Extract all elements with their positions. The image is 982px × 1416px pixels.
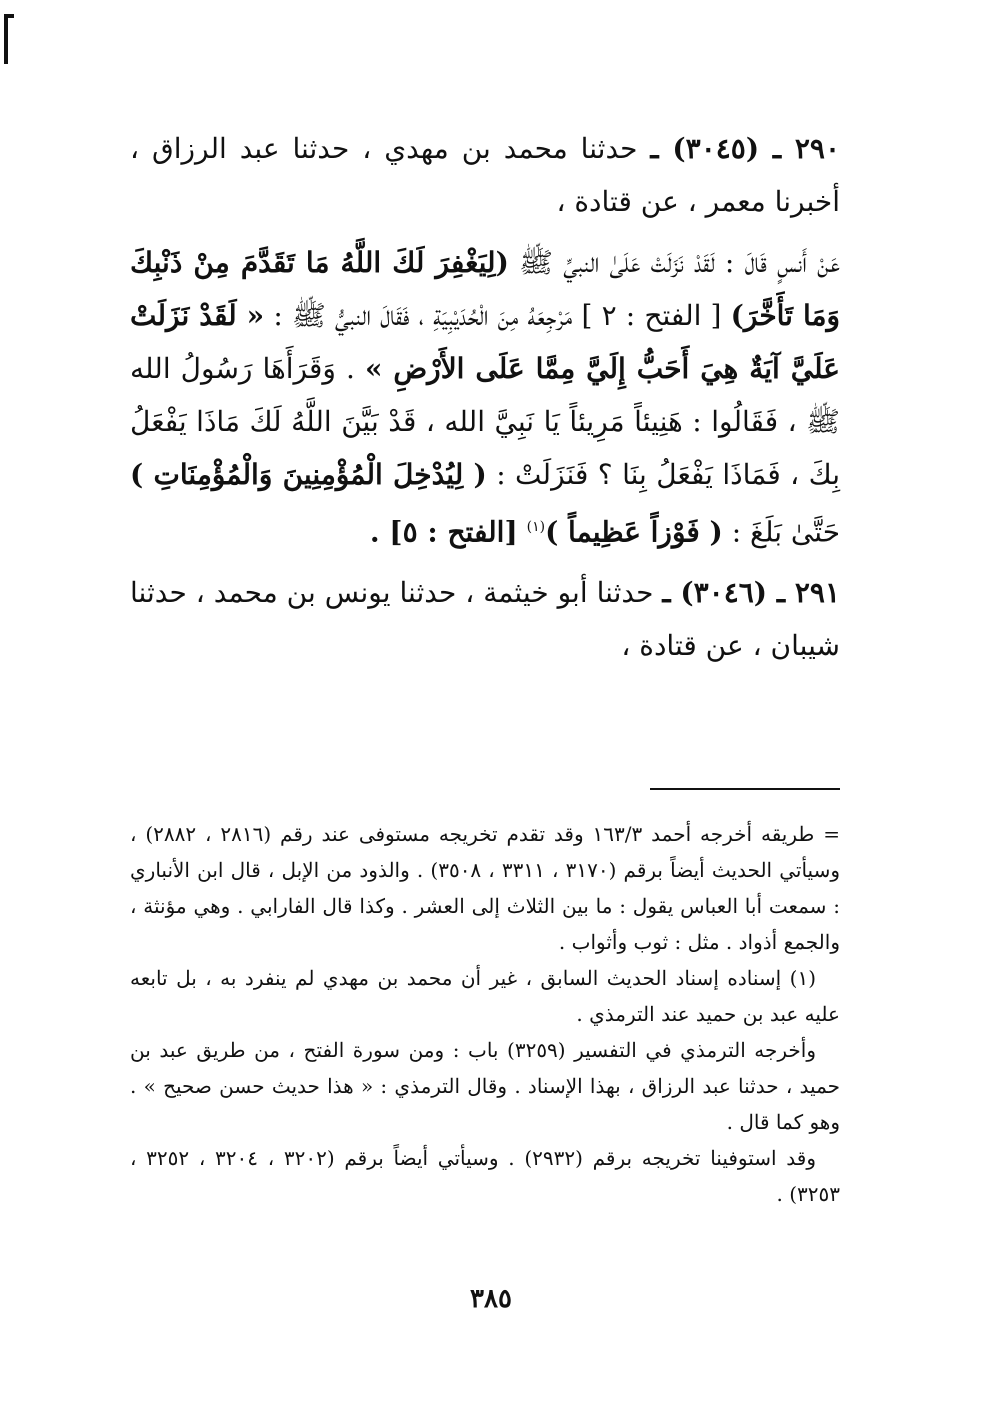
- corner-crop-mark: [4, 14, 8, 64]
- matn-part-1: عَنْ أَنسٍ قَالَ : لَقَدْ نَزَلَتْ عَلَىٰ النبيِّ ﷺ: [519, 246, 840, 279]
- footnote-1: (١) إسناده إسناد الحديث السابق ، غير أن محمد بن مهدي لم ينفرد به ، بل تابعه عليه عبد بن حميد عند الترمذي .: [130, 966, 840, 1026]
- prophet-quote: « لَقَدْ نَزَلَتْ عَلَيَّ آيَةٌ هِيَ أَحَبُّ إِلَيَّ مِمَّا عَلَى الأَرْضِ »: [130, 299, 841, 385]
- footnote-continued: = طريقه أخرجه أحمد ١٦٣/٣ وقد تقدم تخريجه مستوفى عند رقم (٢٨١٦ ، ٢٨٨٢) ، وسيأتي الحديث أيضاً برقم (٣١٧٠ ، ٣٣١١ ، ٣٥٠٨) . والذود من الإبل ، قال ابن الأنباري : سمعت أبا العباس يقول : ما بين الثلاث إلى العشر . وكذا قال الفارابي . وهي مؤنثة ، والجمع أذواد . مثل : ثوب وأثواب .: [130, 822, 841, 954]
- matn-part-2: [ الفتح : ٢ ] مَرْجِعَهُ مِنَ الْحُدَيْبِيَةِ ، فَقَالَ النبيُّ ﷺ :: [273, 299, 722, 332]
- footnote-ref-1: (١): [526, 519, 546, 535]
- hadith-291-isnad-text: حدثنا أبو خيثمة ، حدثنا يونس بن محمد ، حدثنا شيبان ، عن قتادة ،: [130, 576, 840, 663]
- hadith-291-number: ٢٩١ ـ (٣٠٤٦) ـ: [662, 576, 841, 610]
- matn-part-3: . وَقَرَأَهَا رَسُولُ الله ﷺ ، فَقَالُوا : هَنِيئاً مَرِيئاً يَا نَبِيَّ الله ، قَدْ بَيَّنَ اللَّهُ لَكَ مَاذَا يَفْعَلُ بِكَ ، فَمَاذَا يَفْعَلُ بِنَا ؟ فَنَزَلَتْ :: [130, 352, 840, 491]
- hadith-290-matn: [130, 236, 840, 558]
- quran-verse-3: ( فَوْزاً عَظِيماً ): [545, 515, 723, 549]
- footnotes-section: [130, 816, 840, 1212]
- quran-verse-2: ( لِيُدْخِلَ الْمُؤْمِنِينَ وَالْمُؤْمِنَاتِ ): [130, 458, 487, 491]
- matn-part-4: حَتَّىٰ بَلَغَ :: [731, 515, 840, 549]
- hadith-290-isnad: [130, 122, 840, 228]
- footnote-divider: [650, 788, 840, 790]
- main-text-body: [130, 122, 840, 672]
- hadith-291-isnad: [130, 566, 840, 672]
- footnote-1-crossref: وقد استوفينا تخريجه برقم (٢٩٣٢) . وسيأتي أيضاً برقم (٣٢٠٢ ، ٣٢٠٤ ، ٣٢٥٢ ، ٣٢٥٣) .: [130, 1146, 840, 1206]
- hadith-290-isnad-text: حدثنا محمد بن مهدي ، حدثنا عبد الرزاق ، أخبرنا معمر ، عن قتادة ،: [130, 132, 840, 218]
- footnote-1-tirmidhi: وأخرجه الترمذي في التفسير (٣٢٥٩) باب : ومن سورة الفتح ، من طريق عبد بن حميد ، حدثنا عبد الرزاق ، بهذا الإسناد . وقال الترمذي : « هذا حديث حسن صحيح » . وهو كما قال .: [130, 1038, 840, 1134]
- hadith-290-number: ٢٩٠ ـ (٣٠٤٥) ـ: [650, 132, 840, 165]
- page-number: ٣٨٥: [470, 1284, 512, 1314]
- quran-verse-1: (لِيَغْفِرَ لَكَ اللَّهُ مَا تَقَدَّمَ مِنْ ذَنْبِكَ وَمَا تَأَخَّرَ): [130, 246, 841, 332]
- surah-reference: [الفتح : ٥] .: [369, 515, 518, 549]
